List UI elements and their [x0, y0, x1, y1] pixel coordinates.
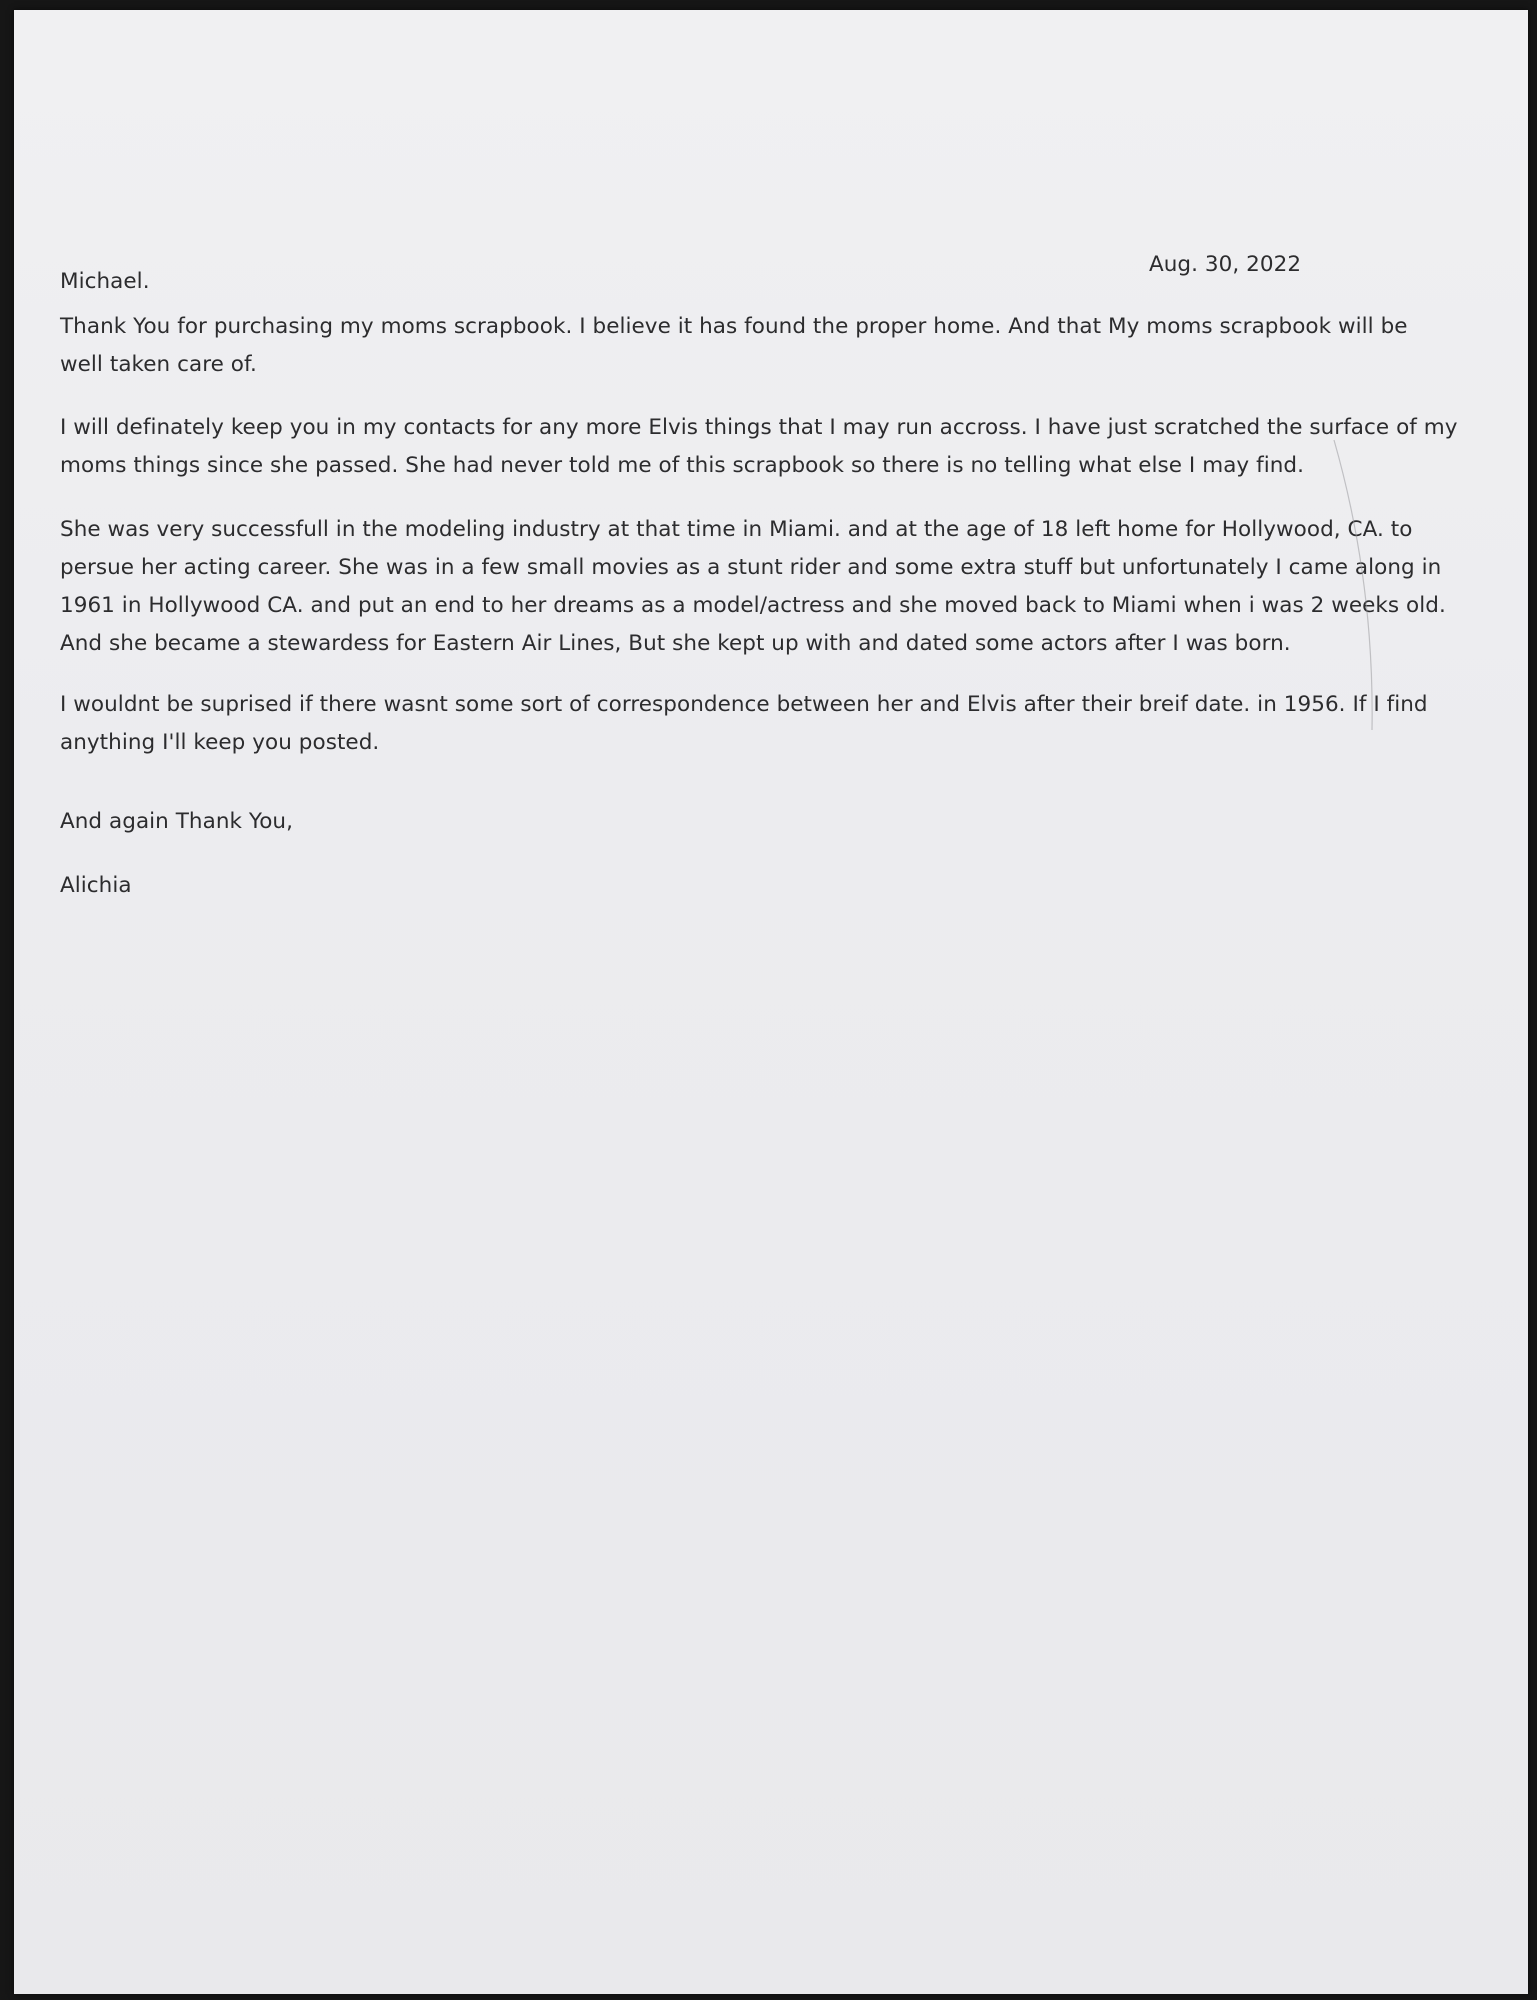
- paragraph-2: [60, 409, 1458, 485]
- paragraph-2-line-1: I will definately keep you in my contacts for any more Elvis things that I may run accross. I have just scratched the surface of my: [60, 415, 1458, 440]
- paragraph-1: [60, 308, 1408, 384]
- paragraph-1-line-2: well taken care of.: [60, 352, 257, 377]
- letter-signature: Alichia: [60, 873, 132, 898]
- paragraph-3: [60, 511, 1446, 663]
- paragraph-3-line-4: And she became a stewardess for Eastern Air Lines, But she kept up with and dated some actors after I was born.: [60, 631, 1291, 656]
- letter-date: Aug. 30, 2022: [1149, 252, 1302, 277]
- paragraph-4-line-1: I wouldnt be suprised if there wasnt some sort of correspondence between her and Elvis after their breif date. in 1956. If I find: [60, 692, 1428, 717]
- letter-page: [14, 10, 1528, 1994]
- paragraph-4-line-2: anything I'll keep you posted.: [60, 730, 380, 755]
- letter-closing: And again Thank You,: [60, 809, 293, 834]
- paragraph-2-line-2: moms things since she passed. She had never told me of this scrapbook so there is no telling what else I may find.: [60, 453, 1304, 478]
- paragraph-4: [60, 686, 1428, 762]
- letter-salutation: Michael.: [60, 269, 150, 294]
- paragraph-3-line-1: She was very successfull in the modeling industry at that time in Miami. and at the age of 18 left home for Hollywood, CA. to: [60, 517, 1413, 542]
- paragraph-3-line-3: 1961 in Hollywood CA. and put an end to her dreams as a model/actress and she moved back to Miami when i was 2 weeks old.: [60, 593, 1446, 618]
- paragraph-1-line-1: Thank You for purchasing my moms scrapbook. I believe it has found the proper home. And that My moms scrapbook will be: [60, 314, 1408, 339]
- paragraph-3-line-2: persue her acting career. She was in a few small movies as a stunt rider and some extra stuff but unfortunately I came along in: [60, 555, 1442, 580]
